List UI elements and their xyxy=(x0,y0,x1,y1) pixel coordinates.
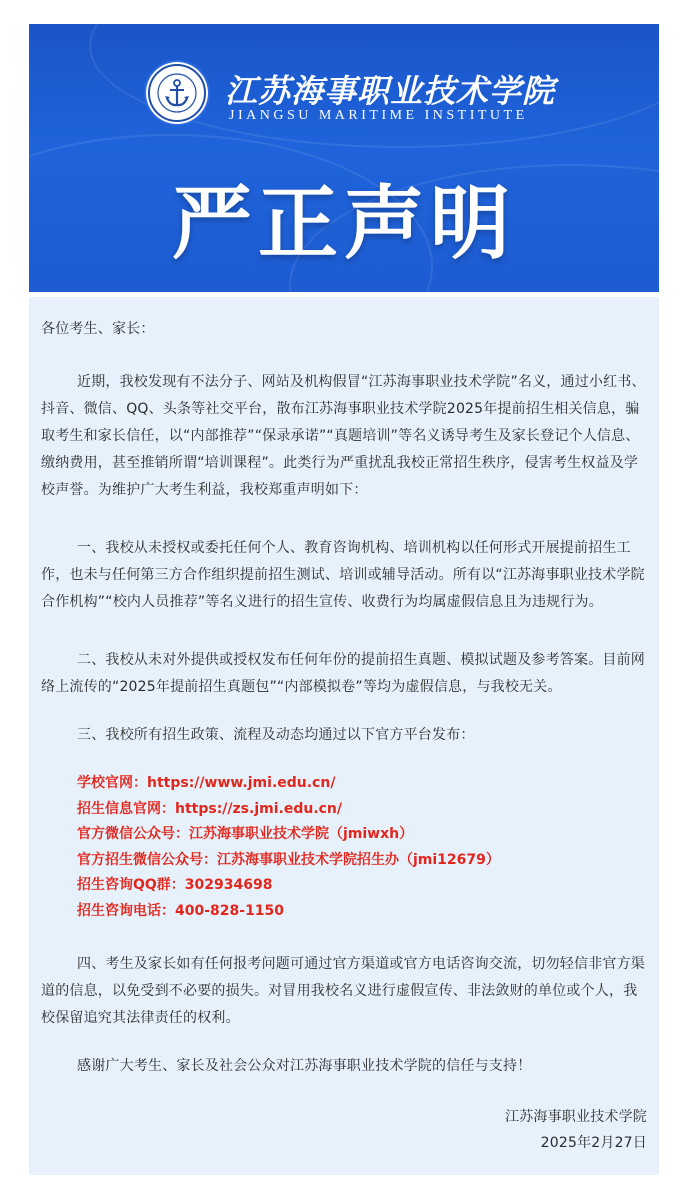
statement-body xyxy=(29,297,659,1175)
school-name-chinese: 江苏海事职业技术学院 xyxy=(225,72,556,110)
greeting: 各位考生、家长： xyxy=(41,321,155,337)
official-channels-list xyxy=(77,771,500,924)
signature: 江苏海事职业技术学院 xyxy=(505,1109,647,1125)
school-logo xyxy=(146,62,208,124)
header-banner xyxy=(29,24,659,292)
admission-website-link[interactable]: 招生信息官网：https://zs.jmi.edu.cn/ xyxy=(77,800,343,817)
anchor-icon xyxy=(146,62,208,124)
statement-date: 2025年2月27日 xyxy=(540,1135,647,1151)
official-website-link[interactable]: 学校官网：https://www.jmi.edu.cn/ xyxy=(77,775,336,791)
admission-qq-group: 招生咨询QQ群：302934698 xyxy=(77,877,273,893)
admission-wechat-account: 官方招生微信公众号：江苏海事职业技术学院招生办（jmi12679） xyxy=(77,851,500,868)
paragraph-point-3: 三、我校所有招生政策、流程及动态均通过以下官方平台发布： xyxy=(77,727,475,743)
paragraph-intro: 近期，我校发现有不法分子、网站及机构假冒“江苏海事职业技术学院”名义，通过小红书、抖音、微信、QQ、头条等社交平台，散布江苏海事职业技术学院2025年提前招生相关信息，骗取考生和家长信任，以“内部推荐”“保录承诺”“真题培训”等名义诱导考生及家长登记个人信息、缴纳费用，甚至推销所谓“培训课程”。此类行为严重扰乱我校正常招生秩序，侵害考生权益及学校声誉。为维护广大考生利益，我校郑重声明如下： xyxy=(41,374,646,498)
paragraph-point-2: 二、我校从未对外提供或授权发布任何年份的提前招生真题、模拟试题及参考答案。目前网络上流传的“2025年提前招生真题包”“内部模拟卷”等均为虚假信息，与我校无关。 xyxy=(41,652,645,695)
paragraph-point-4: 四、考生及家长如有任何报考问题可通过官方渠道或官方电话咨询交流，切勿轻信非官方渠道的信息，以免受到不必要的损失。对冒用我校名义进行虚假宣传、非法敛财的单位或个人，我校保留追究其法律责任的权利。 xyxy=(41,956,645,1026)
page-title: 严正声明 xyxy=(172,177,516,270)
paragraph-point-1: 一、我校从未授权或委托任何个人、教育咨询机构、培训机构以任何形式开展提前招生工作，也未与任何第三方合作组织提前招生测试、培训或辅导活动。所有以“江苏海事职业技术学院合作机构”“校内人员推荐”等名义进行的招生宣传、收费行为均属虚假信息且为违规行为。 xyxy=(41,540,645,610)
paragraph-thanks: 感谢广大考生、家长及社会公众对江苏海事职业技术学院的信任与支持！ xyxy=(77,1058,532,1074)
admission-phone: 招生咨询电话：400-828-1150 xyxy=(77,902,285,919)
school-name-english: JIANGSU MARITIME INSTITUTE xyxy=(229,108,528,123)
official-wechat-account: 官方微信公众号：江苏海事职业技术学院（jmiwxh） xyxy=(77,826,414,842)
